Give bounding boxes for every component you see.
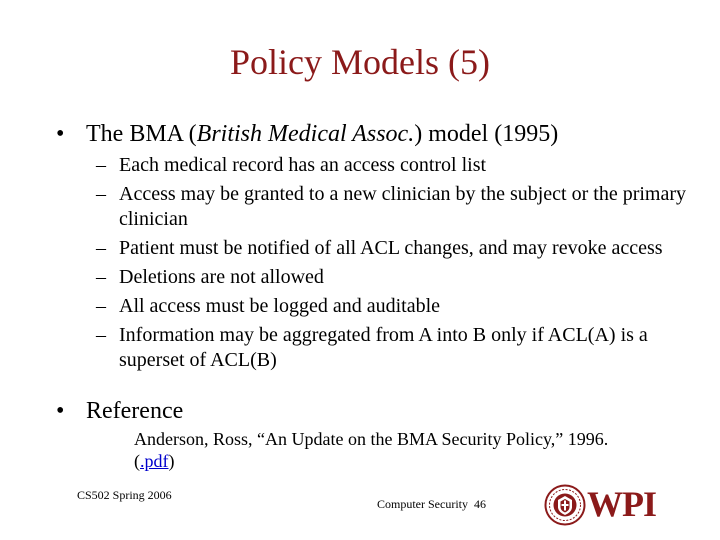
sub-bullet-list [96, 153, 696, 377]
reference-text: Anderson, Ross, “An Update on the BMA Security Policy,” 1996. [134, 429, 609, 449]
sub-bullet-text: All access must be logged and auditable [119, 295, 441, 317]
footer-course: CS502 Spring 2006 [77, 488, 172, 502]
reference-citation [134, 428, 694, 472]
wpi-logo [544, 483, 674, 527]
sub-bullet-item [96, 182, 696, 232]
wpi-seal-icon [544, 484, 586, 526]
main-bullet [56, 119, 558, 149]
sub-bullet-text: Information may be aggregated from A into B only if ACL(A) is a superset of ACL(B) [119, 324, 648, 371]
dash-marker: – [96, 324, 106, 346]
sub-bullet-text: Patient must be notified of all ACL changes, and may revoke access [119, 237, 663, 259]
reference-heading: Reference [86, 398, 184, 424]
sub-bullet-item [96, 153, 696, 178]
sub-bullet-item [96, 323, 696, 373]
sub-bullet-item [96, 294, 696, 319]
sub-bullet-item [96, 236, 696, 261]
main-bullet-italic: British Medical Assoc. [196, 121, 415, 147]
pdf-link-paren-open: ( [134, 451, 140, 471]
main-bullet-suffix: ) model (1995) [414, 121, 559, 147]
dash-marker: – [96, 154, 106, 176]
wpi-logo-text: WPI [587, 484, 656, 524]
dash-marker: – [96, 183, 106, 205]
reference-bullet [56, 396, 183, 426]
footer-subject: Computer Security [377, 497, 468, 511]
sub-bullet-item [96, 265, 696, 290]
bullet-marker: • [56, 398, 65, 424]
dash-marker: – [96, 237, 106, 259]
dash-marker: – [96, 266, 106, 288]
footer-page-number: 46 [473, 497, 486, 511]
main-bullet-prefix: The BMA ( [86, 121, 197, 147]
sub-bullet-text: Deletions are not allowed [119, 266, 324, 288]
bullet-marker: • [56, 121, 65, 147]
dash-marker: – [96, 295, 106, 317]
pdf-link[interactable]: .pdf [140, 451, 169, 471]
slide-title: Policy Models (5) [230, 42, 490, 82]
sub-bullet-text: Each medical record has an access control list [119, 154, 487, 176]
sub-bullet-text: Access may be granted to a new clinician by the subject or the primary clinician [119, 183, 687, 230]
pdf-link-paren-close: ) [168, 451, 175, 471]
footer-subject-page [377, 497, 486, 512]
